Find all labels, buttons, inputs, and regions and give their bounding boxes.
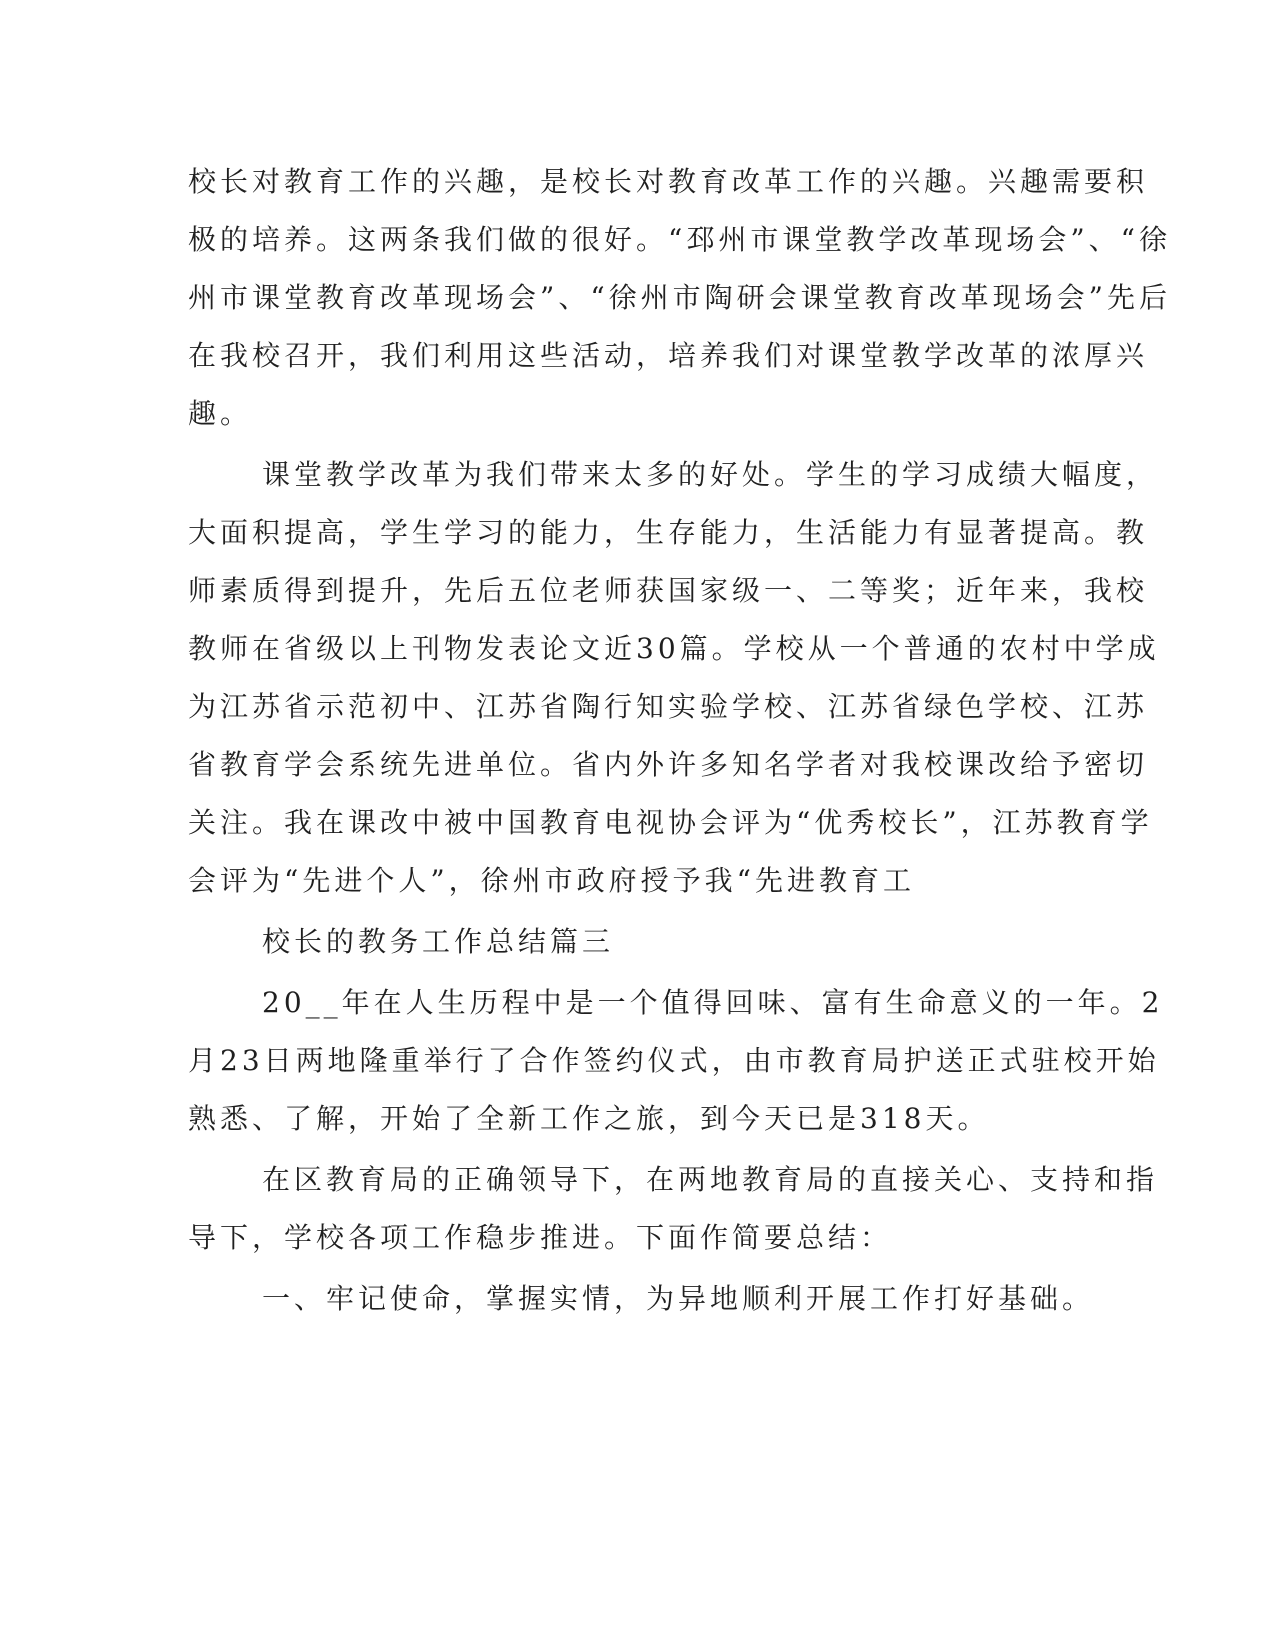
text-line: 为江苏省示范初中、江苏省陶行知实验学校、江苏省绿色学校、江苏	[188, 690, 1149, 723]
text-line: 关注。我在课改中被中国教育电视协会评为“优秀校长”，江苏教育学	[188, 806, 1153, 839]
text-line: 在我校召开，我们利用这些活动，培养我们对课堂教学改革的浓厚兴	[188, 339, 1149, 372]
text-line: 熟悉、了解，开始了全新工作之旅，到今天已是318天。	[188, 1102, 990, 1135]
text-line: 20__年在人生历程中是一个值得回味、富有生命意义的一年。2	[262, 986, 1164, 1019]
text-line: 会评为“先进个人”，徐州市政府授予我“先进教育工	[188, 864, 915, 897]
text-line: 在区教育局的正确领导下，在两地教育局的直接关心、支持和指	[262, 1163, 1159, 1196]
text-line: 一、牢记使命，掌握实情，为异地顺利开展工作打好基础。	[262, 1282, 1095, 1315]
text-line: 月23日两地隆重举行了合作签约仪式，由市教育局护送正式驻校开始	[188, 1044, 1160, 1077]
text-line: 师素质得到提升，先后五位老师获国家级一、二等奖；近年来，我校	[188, 574, 1149, 607]
text-line: 趣。	[188, 397, 253, 430]
text-line: 大面积提高，学生学习的能力，生存能力，生活能力有显著提高。教	[188, 516, 1149, 549]
text-line: 教师在省级以上刊物发表论文近30篇。学校从一个普通的农村中学成	[188, 632, 1160, 665]
text-line: 课堂教学改革为我们带来太多的好处。学生的学习成绩大幅度，	[262, 458, 1159, 491]
text-line: 极的培养。这两条我们做的很好。“邳州市课堂教学改革现场会”、“徐	[188, 223, 1171, 256]
text-line: 州市课堂教育改革现场会”、“徐州市陶研会课堂教育改革现场会”先后	[188, 281, 1171, 314]
section-heading: 校长的教务工作总结篇三	[262, 925, 615, 958]
text-line: 省教育学会系统先进单位。省内外许多知名学者对我校课改给予密切	[188, 748, 1149, 781]
text-line: 导下，学校各项工作稳步推进。下面作简要总结：	[188, 1221, 893, 1254]
text-line: 校长对教育工作的兴趣，是校长对教育改革工作的兴趣。兴趣需要积	[188, 165, 1149, 198]
